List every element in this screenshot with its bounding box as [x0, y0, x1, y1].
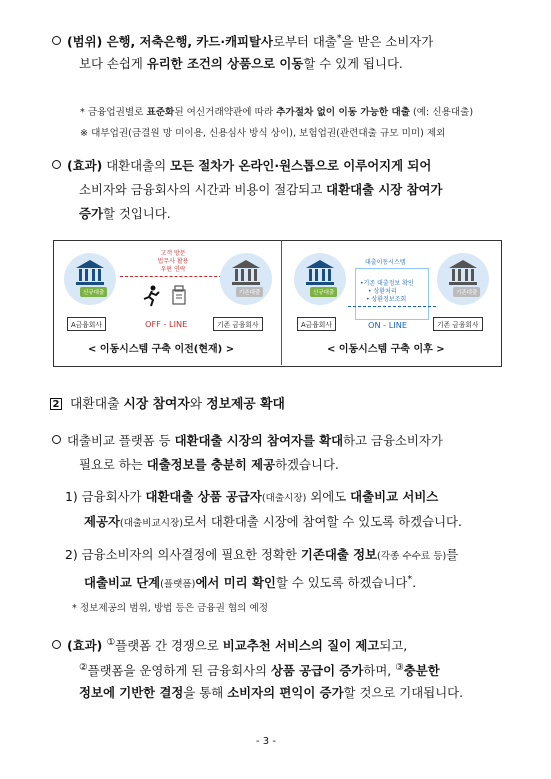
subitem-2-line-2: 대출비교 단계(플랫폼)에서 미리 확인할 수 있도록 하겠습니다*. — [84, 574, 417, 591]
section-number-box: 2 — [50, 398, 62, 410]
circle-bullet-icon — [52, 160, 61, 169]
existing-loan-tag: 기존대출 — [453, 287, 480, 297]
circle-bullet-icon — [52, 435, 61, 444]
new-loan-tag: 신규대출 — [80, 287, 107, 297]
new-loan-tag: 신규대출 — [310, 287, 337, 297]
section-heading: 대환대출 시장 참여자와 정보제공 확대 — [70, 397, 285, 412]
system-title: 대출이동시스템 — [365, 259, 406, 266]
caption-before: < 이동시스템 구축 이전(현재) > — [88, 344, 235, 355]
effect-line-1: (효과) 대환대출의 모든 절차가 온라인·원스톱으로 이루어지게 되어 — [52, 157, 431, 174]
online-label: ON - LINE — [368, 320, 408, 330]
circle-bullet-icon — [52, 36, 61, 45]
system-items: •기존 대출정보 확인 • 상환처리 • 상환정보조회 — [360, 280, 414, 303]
online-arrow — [348, 306, 436, 307]
bank-a-label: A금융회사 — [67, 317, 106, 331]
circle-bullet-icon — [52, 640, 61, 649]
bank-b-label: 기존 금융회사 — [433, 317, 483, 331]
footnote-standard: * 금융업권별로 표준화된 여신거래약관에 따라 추가절차 없이 이동 가능한 대출 (예: 신용대출) — [80, 107, 474, 118]
benefit-line-2: ②플랫폼을 운영하게 된 금융회사의 상품 공급이 증가하며, ③충분한 — [79, 662, 440, 679]
caption-after: < 이동시스템 구축 이후 > — [327, 344, 445, 355]
bank-building-icon — [230, 258, 262, 288]
benefit-line-1: (효과) ①플랫폼 간 경쟁으로 비교추천 서비스의 질이 제고되고, — [52, 634, 407, 654]
scope-line-2: 보다 손쉽게 유리한 조건의 상품으로 이동할 수 있게 됩니다. — [79, 56, 403, 71]
bank-building-icon — [304, 258, 336, 288]
bank-b-label: 기존 금융회사 — [213, 317, 263, 331]
footnote-excluded: ※ 대부업권(금결원 망 미이용, 신용심사 방식 상이), 보험업권(관련대출 규모 미미) 제외 — [80, 128, 446, 139]
subitem-1-line-2: 제공자(대출비교시장)로서 대환대출 시장에 참여할 수 있도록 하겠습니다. — [84, 514, 462, 529]
offline-method-note: 고객 방문 법무사 활용 우편 연락 — [157, 250, 189, 273]
effect-line-2: 소비자와 금융회사의 시간과 비용이 절감되고 대환대출 시장 참여가 — [79, 182, 443, 197]
benefit-line-3: 정보에 기반한 결정을 통해 소비자의 편익이 증가할 것으로 기대됩니다. — [79, 685, 464, 700]
participants-line-1: 대출비교 플랫폼 등 대환대출 시장의 참여자를 확대하고 금융소비자가 — [52, 432, 443, 449]
footnote-scope: * 정보제공의 범위, 방법 등은 금융권 협의 예정 — [72, 603, 269, 614]
bank-a-label: A금융회사 — [297, 317, 336, 331]
subitem-2-line-1: 2) 금융소비자의 의사결정에 필요한 정확한 기존대출 정보(각종 수수료 등)를 — [65, 547, 459, 562]
diagram-divider — [281, 240, 282, 365]
offline-label: OFF - LINE — [145, 319, 188, 329]
scope-line-1: (범위) 은행, 저축은행, 카드·캐피탈사로부터 대출*을 받은 소비자가 — [52, 30, 433, 50]
fax-machine-icon — [171, 284, 187, 306]
subitem-1-line-1: 1) 금융회사가 대환대출 상품 공급자(대출시장) 외에도 대출비교 서비스 — [65, 489, 439, 504]
existing-loan-tag: 기존대출 — [236, 287, 263, 297]
bank-building-icon — [74, 258, 106, 288]
page-number: - 3 - — [256, 736, 276, 747]
running-person-icon — [141, 285, 161, 307]
participants-line-2: 필요로 하는 대출정보를 충분히 제공하겠습니다. — [79, 457, 339, 472]
offline-arrow — [120, 276, 232, 277]
effect-line-3: 증가할 것입니다. — [79, 206, 171, 221]
bank-building-icon — [447, 258, 479, 288]
